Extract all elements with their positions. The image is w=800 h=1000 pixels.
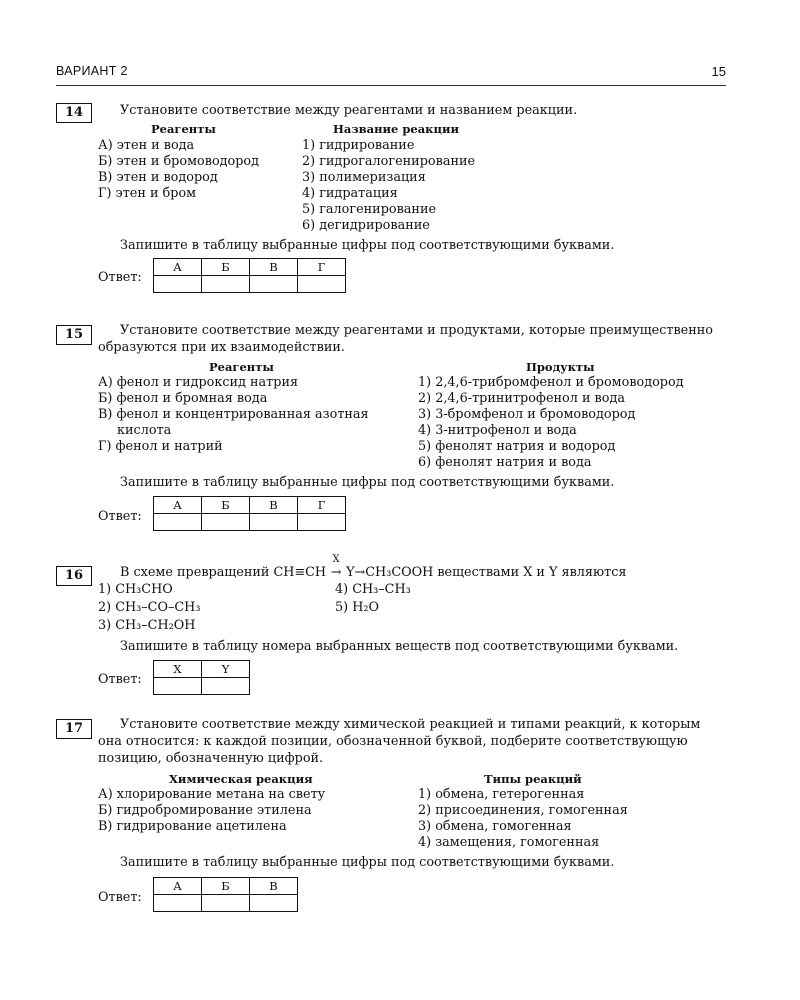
right-item: 5) галогенирование [302, 202, 437, 217]
answer-cell[interactable] [250, 895, 298, 912]
left-item: В) этен и водород [98, 170, 218, 185]
left-item: Б) этен и бромоводород [98, 154, 260, 169]
left-column-header: Химическая реакция [169, 772, 313, 786]
right-item: 2) 2,4,6-тринитрофенол и вода [418, 391, 625, 406]
option: 3) CH₃–CH₂OH [98, 618, 196, 633]
header-divider [56, 85, 726, 86]
instruction: Запишите в таблицу выбранные цифры под соответствующими буквами. [120, 855, 615, 870]
column-header: В [250, 259, 298, 276]
answer-cell[interactable] [154, 276, 202, 293]
page-header [56, 64, 726, 82]
column-header: В [250, 497, 298, 514]
task-prompt: она относится: к каждой позиции, обозначенной буквой, подберите соответствующую [98, 734, 688, 749]
answer-cell[interactable] [250, 514, 298, 531]
left-item: Б) фенол и бромная вода [98, 391, 268, 406]
column-header: Б [202, 497, 250, 514]
option: 4) CH₃–CH₃ [335, 582, 411, 597]
answer-label: Ответ: [98, 270, 142, 285]
column-header: Y [202, 661, 250, 678]
answer-table [153, 660, 250, 695]
left-item: Г) этен и бром [98, 186, 197, 201]
task-prompt: позицию, обозначенную цифрой. [98, 751, 324, 766]
right-item: 3) полимеризация [302, 170, 426, 185]
left-item: В) фенол и концентрированная азотная [98, 407, 369, 422]
answer-label: Ответ: [98, 672, 142, 687]
answer-cell[interactable] [202, 276, 250, 293]
prompt-end: Y→CH₃COOH веществами X и Y являются [346, 565, 627, 580]
right-item: 2) присоединения, гомогенная [418, 803, 628, 818]
right-item: 3) обмена, гомогенная [418, 819, 572, 834]
task-prompt: Установите соответствие между реагентами и продуктами, которые преимущественно [120, 323, 714, 338]
instruction: Запишите в таблицу выбранные цифры под соответствующими буквами. [120, 475, 615, 490]
page-number: 15 [711, 64, 726, 79]
right-item: 2) гидрогалогенирование [302, 154, 476, 169]
right-column-header: Продукты [526, 360, 595, 374]
answer-label: Ответ: [98, 890, 142, 905]
task-number: 17 [56, 719, 92, 739]
instruction: Запишите в таблицу номера выбранных веществ под соответствующими буквами. [120, 639, 679, 654]
reaction-arrow: X → [326, 565, 346, 580]
answer-cell[interactable] [298, 276, 346, 293]
column-header: Г [298, 259, 346, 276]
answer-label: Ответ: [98, 509, 142, 524]
right-column-header: Типы реакций [484, 772, 582, 786]
task-16 [56, 556, 736, 706]
answer-cell[interactable] [298, 514, 346, 531]
option: 1) CH₃CHO [98, 582, 173, 597]
left-item: А) хлорирование метана на свету [98, 787, 326, 802]
right-item: 4) 3-нитрофенол и вода [418, 423, 577, 438]
column-header: А [154, 259, 202, 276]
task-number: 14 [56, 103, 92, 123]
answer-cell[interactable] [154, 895, 202, 912]
column-header: А [154, 878, 202, 895]
right-column-header: Название реакции [333, 122, 460, 136]
answer-cell[interactable] [154, 514, 202, 531]
right-item: 1) гидрирование [302, 138, 415, 153]
task-prompt: образуются при их взаимодействии. [98, 340, 345, 355]
answer-cell[interactable] [202, 678, 250, 695]
option: 5) H₂O [335, 600, 379, 615]
task-number: 15 [56, 325, 92, 345]
task-17 [56, 717, 736, 927]
arrow-label: X [332, 554, 340, 565]
answer-table [153, 877, 298, 912]
prompt-start: В схеме превращений CH≡CH [120, 565, 327, 580]
task-prompt: Установите соответствие между реагентами и названием реакции. [120, 103, 578, 118]
answer-table [153, 258, 346, 293]
answer-cell[interactable] [250, 276, 298, 293]
column-header: X [154, 661, 202, 678]
right-item: 1) 2,4,6-трибромфенол и бромоводород [418, 375, 684, 390]
task-prompt [120, 554, 627, 580]
right-item: 6) фенолят натрия и вода [418, 455, 592, 470]
column-header: Г [298, 497, 346, 514]
left-item: Б) гидробромирование этилена [98, 803, 312, 818]
right-item: 1) обмена, гетерогенная [418, 787, 585, 802]
answer-cell[interactable] [154, 678, 202, 695]
answer-table [153, 496, 346, 531]
left-item: кислота [117, 423, 172, 438]
left-column-header: Реагенты [209, 360, 274, 374]
task-14 [56, 103, 736, 303]
right-item: 3) 3-бромфенол и бромоводород [418, 407, 636, 422]
left-item: Г) фенол и натрий [98, 439, 223, 454]
column-header: А [154, 497, 202, 514]
answer-cell[interactable] [202, 895, 250, 912]
task-number: 16 [56, 566, 92, 586]
left-item: А) этен и вода [98, 138, 195, 153]
task-15 [56, 323, 736, 543]
right-item: 6) дегидрирование [302, 218, 430, 233]
instruction: Запишите в таблицу выбранные цифры под соответствующими буквами. [120, 238, 615, 253]
right-item: 4) замещения, гомогенная [418, 835, 600, 850]
left-item: А) фенол и гидроксид натрия [98, 375, 299, 390]
column-header: Б [202, 259, 250, 276]
right-item: 5) фенолят натрия и водород [418, 439, 616, 454]
answer-cell[interactable] [202, 514, 250, 531]
option: 2) CH₃–CO–CH₃ [98, 600, 201, 615]
column-header: В [250, 878, 298, 895]
column-header: Б [202, 878, 250, 895]
variant-label: ВАРИАНТ 2 [56, 64, 128, 78]
task-prompt: Установите соответствие между химической реакцией и типами реакций, к которым [120, 717, 701, 732]
left-column-header: Реагенты [151, 122, 216, 136]
left-item: В) гидрирование ацетилена [98, 819, 287, 834]
right-item: 4) гидратация [302, 186, 398, 201]
